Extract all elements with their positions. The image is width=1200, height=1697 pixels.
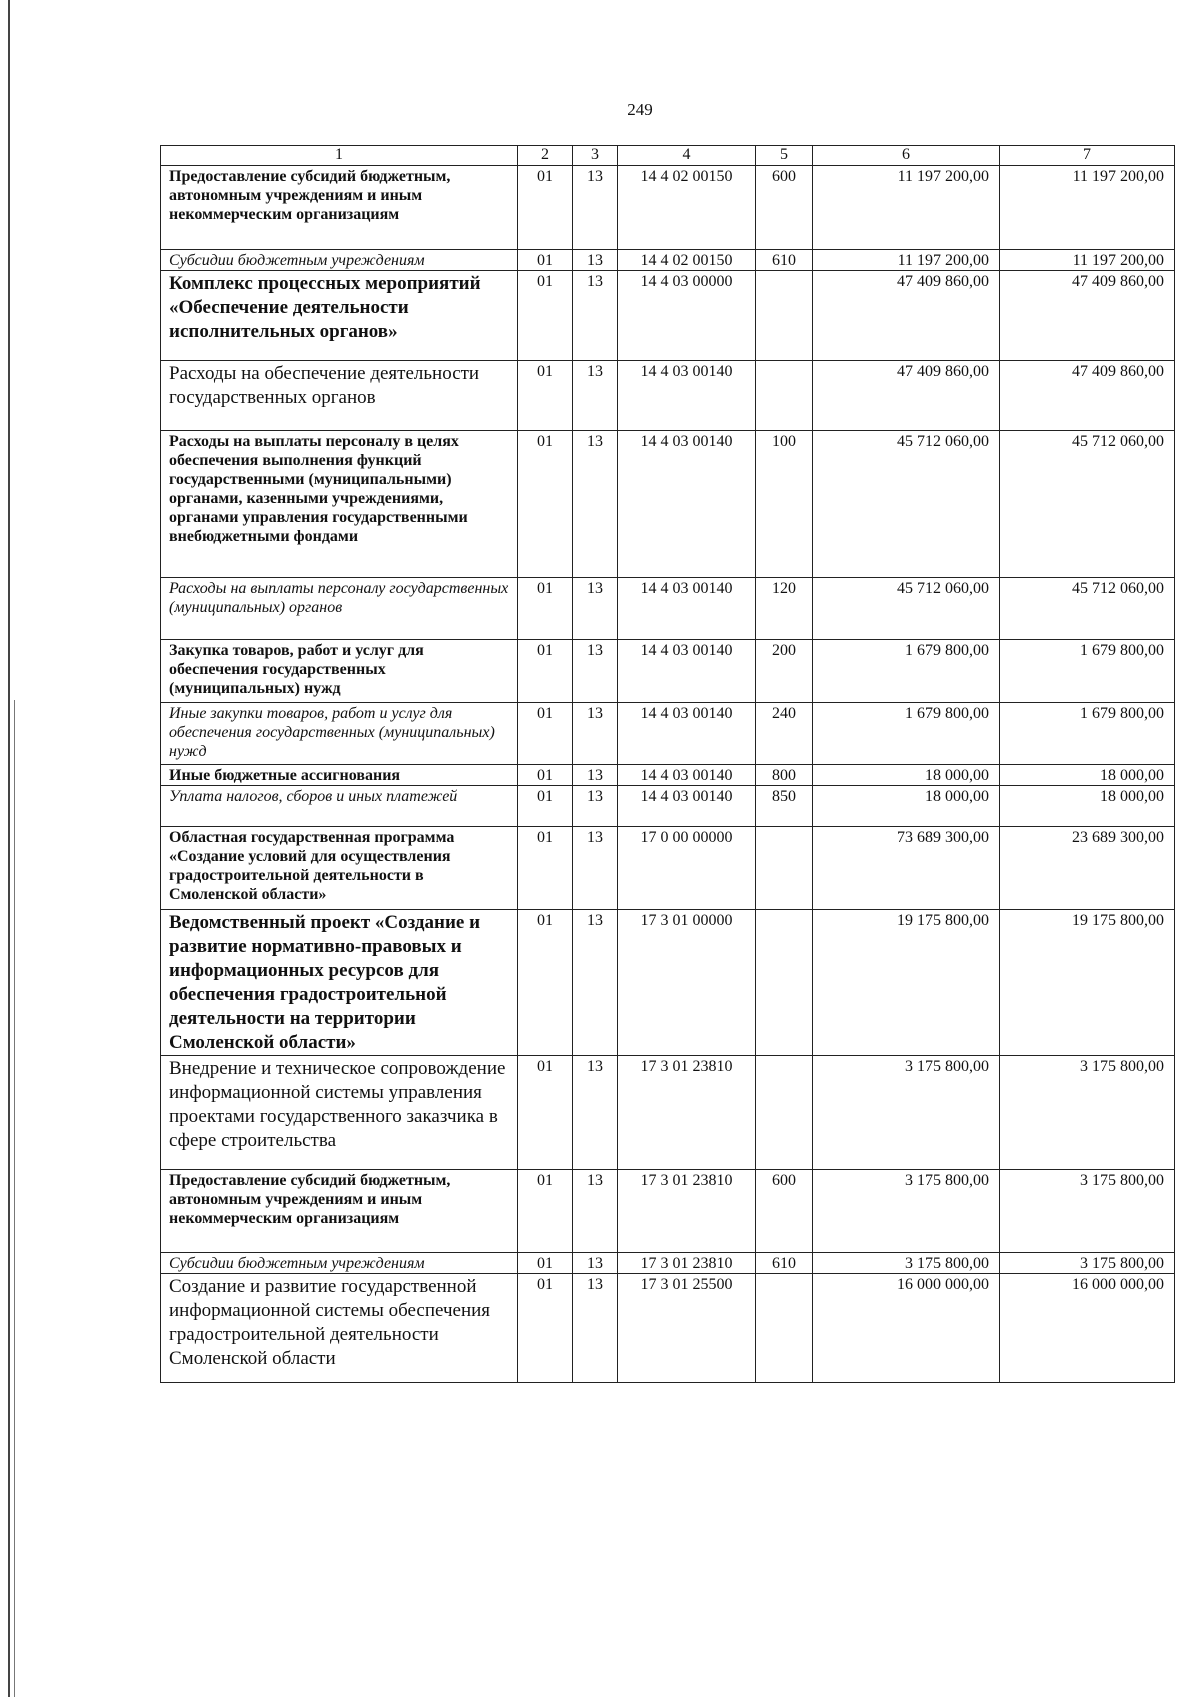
row-amount-2025-cell: 11 197 200,00: [813, 250, 1000, 271]
row-subsection-cell: 13: [573, 431, 618, 578]
row-subsection-cell: 13: [573, 578, 618, 640]
row-subsection-cell: 13: [573, 1274, 618, 1383]
row-amount-2025-cell: 16 000 000,00: [813, 1274, 1000, 1383]
row-subsection-cell: 13: [573, 786, 618, 827]
table-row: [161, 250, 1175, 271]
row-expense-type-cell: 100: [756, 431, 813, 578]
row-amount-2025-cell: 47 409 860,00: [813, 361, 1000, 431]
row-expense-type-cell: 850: [756, 786, 813, 827]
header-col-7: 7: [1000, 146, 1175, 166]
table-row: [161, 640, 1175, 703]
row-amount-2025-cell: 3 175 800,00: [813, 1170, 1000, 1253]
row-section-cell: 01: [518, 910, 573, 1056]
row-target-article-cell: 17 3 01 00000: [618, 910, 756, 1056]
row-target-article-cell: 14 4 03 00000: [618, 271, 756, 361]
row-name-cell: Расходы на выплаты персоналу в целях обеспечения выполнения функций государственными (муниципальными) органами, казенными учреждениями, органами управления государственными внебюджетными фондами: [161, 431, 518, 578]
row-subsection-cell: 13: [573, 271, 618, 361]
row-amount-2026-cell: 45 712 060,00: [1000, 578, 1175, 640]
row-subsection-cell: 13: [573, 910, 618, 1056]
row-section-cell: 01: [518, 431, 573, 578]
table-row: [161, 1274, 1175, 1383]
row-section-cell: 01: [518, 361, 573, 431]
table-row: [161, 271, 1175, 361]
row-section-cell: 01: [518, 640, 573, 703]
row-name-cell: Субсидии бюджетным учреждениям: [161, 1253, 518, 1274]
row-expense-type-cell: 200: [756, 640, 813, 703]
row-amount-2026-cell: 47 409 860,00: [1000, 361, 1175, 431]
row-subsection-cell: 13: [573, 1253, 618, 1274]
row-amount-2026-cell: 11 197 200,00: [1000, 166, 1175, 250]
row-name-cell: Предоставление субсидий бюджетным, автономным учреждениям и иным некоммерческим организациям: [161, 166, 518, 250]
scan-edge-line-secondary: [14, 700, 15, 1697]
table-row: [161, 578, 1175, 640]
row-amount-2025-cell: 19 175 800,00: [813, 910, 1000, 1056]
row-amount-2026-cell: 3 175 800,00: [1000, 1056, 1175, 1170]
row-name-cell: Комплекс процессных мероприятий «Обеспечение деятельности исполнительных органов»: [161, 271, 518, 361]
row-amount-2025-cell: 11 197 200,00: [813, 166, 1000, 250]
budget-table: [160, 145, 1175, 1383]
row-section-cell: 01: [518, 765, 573, 786]
row-amount-2026-cell: 45 712 060,00: [1000, 431, 1175, 578]
row-subsection-cell: 13: [573, 765, 618, 786]
row-section-cell: 01: [518, 703, 573, 765]
header-col-3: 3: [573, 146, 618, 166]
table-row: [161, 827, 1175, 910]
row-amount-2026-cell: 11 197 200,00: [1000, 250, 1175, 271]
row-amount-2025-cell: 3 175 800,00: [813, 1253, 1000, 1274]
header-col-4: 4: [618, 146, 756, 166]
table-row: [161, 765, 1175, 786]
row-subsection-cell: 13: [573, 640, 618, 703]
table-row: [161, 786, 1175, 827]
row-expense-type-cell: 600: [756, 1170, 813, 1253]
table-row: [161, 1170, 1175, 1253]
row-amount-2025-cell: 45 712 060,00: [813, 431, 1000, 578]
row-amount-2026-cell: 16 000 000,00: [1000, 1274, 1175, 1383]
row-amount-2025-cell: 1 679 800,00: [813, 703, 1000, 765]
row-expense-type-cell: 800: [756, 765, 813, 786]
row-name-cell: Предоставление субсидий бюджетным, автономным учреждениям и иным некоммерческим организациям: [161, 1170, 518, 1253]
row-amount-2025-cell: 18 000,00: [813, 786, 1000, 827]
row-name-cell: Внедрение и техническое сопровождение информационной системы управления проектами государственного заказчика в сфере строительства: [161, 1056, 518, 1170]
row-name-cell: Расходы на выплаты персоналу государственных (муниципальных) органов: [161, 578, 518, 640]
row-target-article-cell: 14 4 02 00150: [618, 250, 756, 271]
row-subsection-cell: 13: [573, 166, 618, 250]
row-section-cell: 01: [518, 1170, 573, 1253]
row-amount-2025-cell: 18 000,00: [813, 765, 1000, 786]
row-amount-2025-cell: 73 689 300,00: [813, 827, 1000, 910]
table-row: [161, 1253, 1175, 1274]
row-target-article-cell: 17 3 01 25500: [618, 1274, 756, 1383]
row-section-cell: 01: [518, 786, 573, 827]
row-target-article-cell: 14 4 03 00140: [618, 578, 756, 640]
header-col-6: 6: [813, 146, 1000, 166]
row-subsection-cell: 13: [573, 361, 618, 431]
row-section-cell: 01: [518, 166, 573, 250]
row-name-cell: Создание и развитие государственной информационной системы обеспечения градостроительной деятельности Смоленской области: [161, 1274, 518, 1383]
row-target-article-cell: 14 4 03 00140: [618, 640, 756, 703]
row-target-article-cell: 14 4 03 00140: [618, 703, 756, 765]
row-amount-2026-cell: 1 679 800,00: [1000, 703, 1175, 765]
row-expense-type-cell: 120: [756, 578, 813, 640]
row-amount-2026-cell: 1 679 800,00: [1000, 640, 1175, 703]
row-target-article-cell: 14 4 02 00150: [618, 166, 756, 250]
page-number: 249: [627, 100, 653, 119]
row-expense-type-cell: 610: [756, 250, 813, 271]
row-name-cell: Субсидии бюджетным учреждениям: [161, 250, 518, 271]
scan-edge-line: [8, 0, 10, 1697]
row-subsection-cell: 13: [573, 250, 618, 271]
row-name-cell: Областная государственная программа «Создание условий для осуществления градостроительной деятельности в Смоленской области»: [161, 827, 518, 910]
row-amount-2026-cell: 47 409 860,00: [1000, 271, 1175, 361]
row-section-cell: 01: [518, 827, 573, 910]
row-expense-type-cell: [756, 271, 813, 361]
row-subsection-cell: 13: [573, 703, 618, 765]
row-target-article-cell: 17 3 01 23810: [618, 1056, 756, 1170]
table-row: [161, 910, 1175, 1056]
row-expense-type-cell: [756, 827, 813, 910]
row-target-article-cell: 14 4 03 00140: [618, 431, 756, 578]
row-amount-2025-cell: 1 679 800,00: [813, 640, 1000, 703]
header-col-5: 5: [756, 146, 813, 166]
row-target-article-cell: 14 4 03 00140: [618, 786, 756, 827]
row-target-article-cell: 14 4 03 00140: [618, 361, 756, 431]
table-header-row: [161, 146, 1175, 166]
row-name-cell: Ведомственный проект «Создание и развитие нормативно-правовых и информационных ресурсов для обеспечения градостроительной деятельности на территории Смоленской области»: [161, 910, 518, 1056]
row-name-cell: Расходы на обеспечение деятельности государственных органов: [161, 361, 518, 431]
header-col-1: 1: [161, 146, 518, 166]
row-expense-type-cell: [756, 1056, 813, 1170]
row-section-cell: 01: [518, 271, 573, 361]
row-section-cell: 01: [518, 1056, 573, 1170]
row-amount-2025-cell: 45 712 060,00: [813, 578, 1000, 640]
row-expense-type-cell: [756, 910, 813, 1056]
row-amount-2026-cell: 23 689 300,00: [1000, 827, 1175, 910]
row-amount-2025-cell: 3 175 800,00: [813, 1056, 1000, 1170]
row-expense-type-cell: 240: [756, 703, 813, 765]
row-amount-2025-cell: 47 409 860,00: [813, 271, 1000, 361]
row-expense-type-cell: 610: [756, 1253, 813, 1274]
row-section-cell: 01: [518, 1274, 573, 1383]
row-subsection-cell: 13: [573, 1056, 618, 1170]
row-section-cell: 01: [518, 578, 573, 640]
header-col-2: 2: [518, 146, 573, 166]
row-amount-2026-cell: 19 175 800,00: [1000, 910, 1175, 1056]
table-row: [161, 1056, 1175, 1170]
table-row: [161, 431, 1175, 578]
row-target-article-cell: 17 0 00 00000: [618, 827, 756, 910]
row-subsection-cell: 13: [573, 1170, 618, 1253]
table-row: [161, 166, 1175, 250]
row-name-cell: Уплата налогов, сборов и иных платежей: [161, 786, 518, 827]
row-name-cell: Иные закупки товаров, работ и услуг для обеспечения государственных (муниципальных) нужд: [161, 703, 518, 765]
table-row: [161, 703, 1175, 765]
row-name-cell: Иные бюджетные ассигнования: [161, 765, 518, 786]
row-target-article-cell: 14 4 03 00140: [618, 765, 756, 786]
row-expense-type-cell: [756, 361, 813, 431]
row-expense-type-cell: 600: [756, 166, 813, 250]
row-section-cell: 01: [518, 1253, 573, 1274]
row-amount-2026-cell: 3 175 800,00: [1000, 1170, 1175, 1253]
row-target-article-cell: 17 3 01 23810: [618, 1253, 756, 1274]
row-amount-2026-cell: 18 000,00: [1000, 765, 1175, 786]
row-section-cell: 01: [518, 250, 573, 271]
row-target-article-cell: 17 3 01 23810: [618, 1170, 756, 1253]
table-row: [161, 361, 1175, 431]
row-amount-2026-cell: 3 175 800,00: [1000, 1253, 1175, 1274]
row-name-cell: Закупка товаров, работ и услуг для обеспечения государственных (муниципальных) нужд: [161, 640, 518, 703]
row-amount-2026-cell: 18 000,00: [1000, 786, 1175, 827]
row-subsection-cell: 13: [573, 827, 618, 910]
row-expense-type-cell: [756, 1274, 813, 1383]
